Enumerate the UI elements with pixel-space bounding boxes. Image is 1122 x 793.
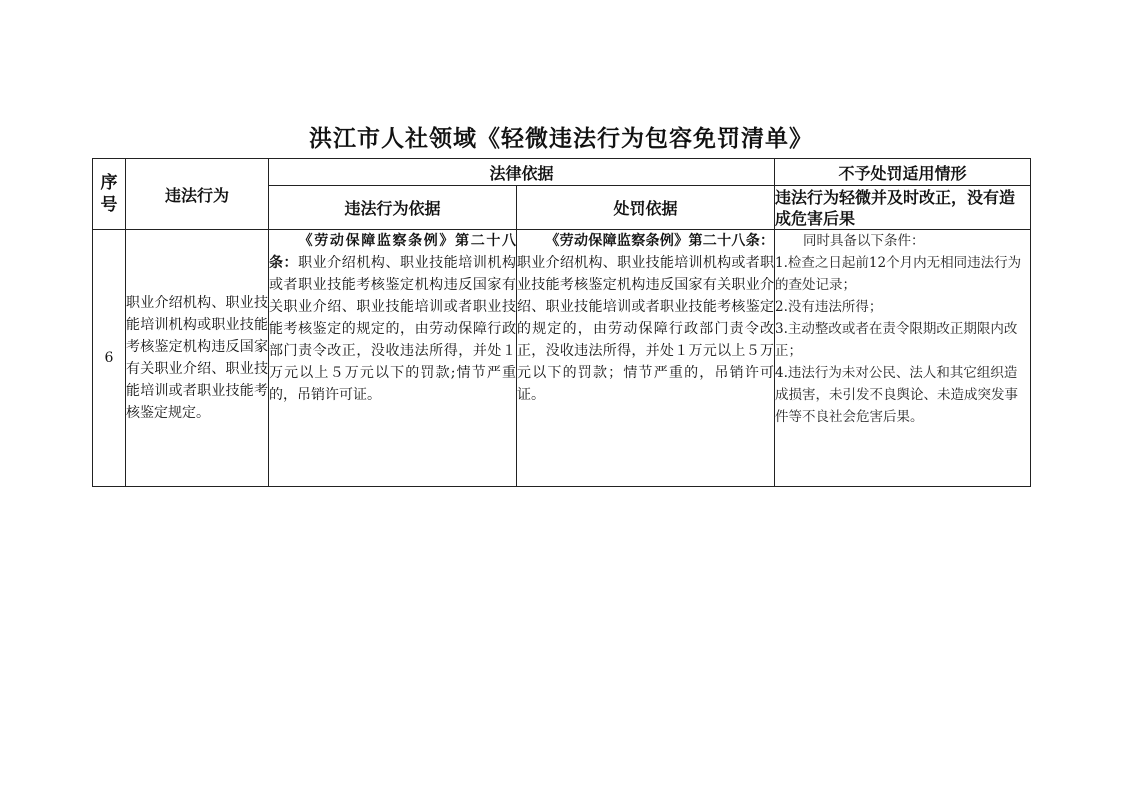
header-no-penalty: 不予处罚适用情形 (775, 159, 1031, 186)
exemption-table (92, 158, 1031, 487)
condition-item: 3.主动整改或者在责令限期改正期限内改正； (775, 321, 1018, 359)
condition-item: 1.检查之日起前12个月内无相同违法行为的查处记录； (775, 255, 1022, 293)
header-no-penalty-sub: 违法行为轻微并及时改正，没有造成危害后果 (775, 186, 1031, 230)
page-title: 洪江市人社领域《轻微违法行为包容免罚清单》 (309, 125, 813, 152)
condition-item: 2.没有违法所得； (775, 299, 883, 315)
header-legal-basis: 法律依据 (269, 159, 775, 186)
penalty-basis-lead: 《劳动保障监察条例》第二十八条： (545, 233, 775, 249)
row-violation-basis (269, 230, 517, 487)
table-row (93, 230, 1031, 487)
header-violation-basis: 违法行为依据 (269, 186, 517, 230)
row-penalty-basis (517, 230, 775, 487)
header-seq: 序号 (93, 159, 126, 230)
conditions-intro: 同时具备以下条件： (803, 233, 925, 249)
condition-item: 4.违法行为未对公民、法人和其它组织造成损害，未引发不良舆论、未造成突发事件等不良社会危害后果。 (775, 365, 1019, 425)
header-penalty-basis: 处罚依据 (517, 186, 775, 230)
violation-basis-text: 职业介绍机构、职业技能培训机构或者职业技能考核鉴定机构违反国家有关职业介绍、职业技能培训或者职业技能考核鉴定的规定的，由劳动保障行政部门责令改正，没收违法所得，并处１万元以上５万元以下的罚款;情节严重的，吊销许可证。 (269, 255, 516, 403)
header-act: 违法行为 (126, 159, 269, 230)
penalty-basis-text: 职业介绍机构、职业技能培训机构或者职业技能考核鉴定机构违反国家有关职业介绍、职业技能培训或者职业技能考核鉴定的规定的，由劳动保障行政部门责令改正，没收违法所得，并处１万元以上５万元以下的罚款；情节严重的，吊销许可证。 (517, 255, 775, 403)
header-row-1 (93, 159, 1031, 186)
row-act: 职业介绍机构、职业技能培训机构或职业技能考核鉴定机构违反国家有关职业介绍、职业技能培训或者职业技能考核鉴定规定。 (126, 230, 269, 487)
row-conditions (775, 230, 1031, 487)
row-seq: 6 (93, 230, 126, 487)
violation-basis-lead: 《劳动保障监察条例》第二十八条： (269, 233, 516, 271)
